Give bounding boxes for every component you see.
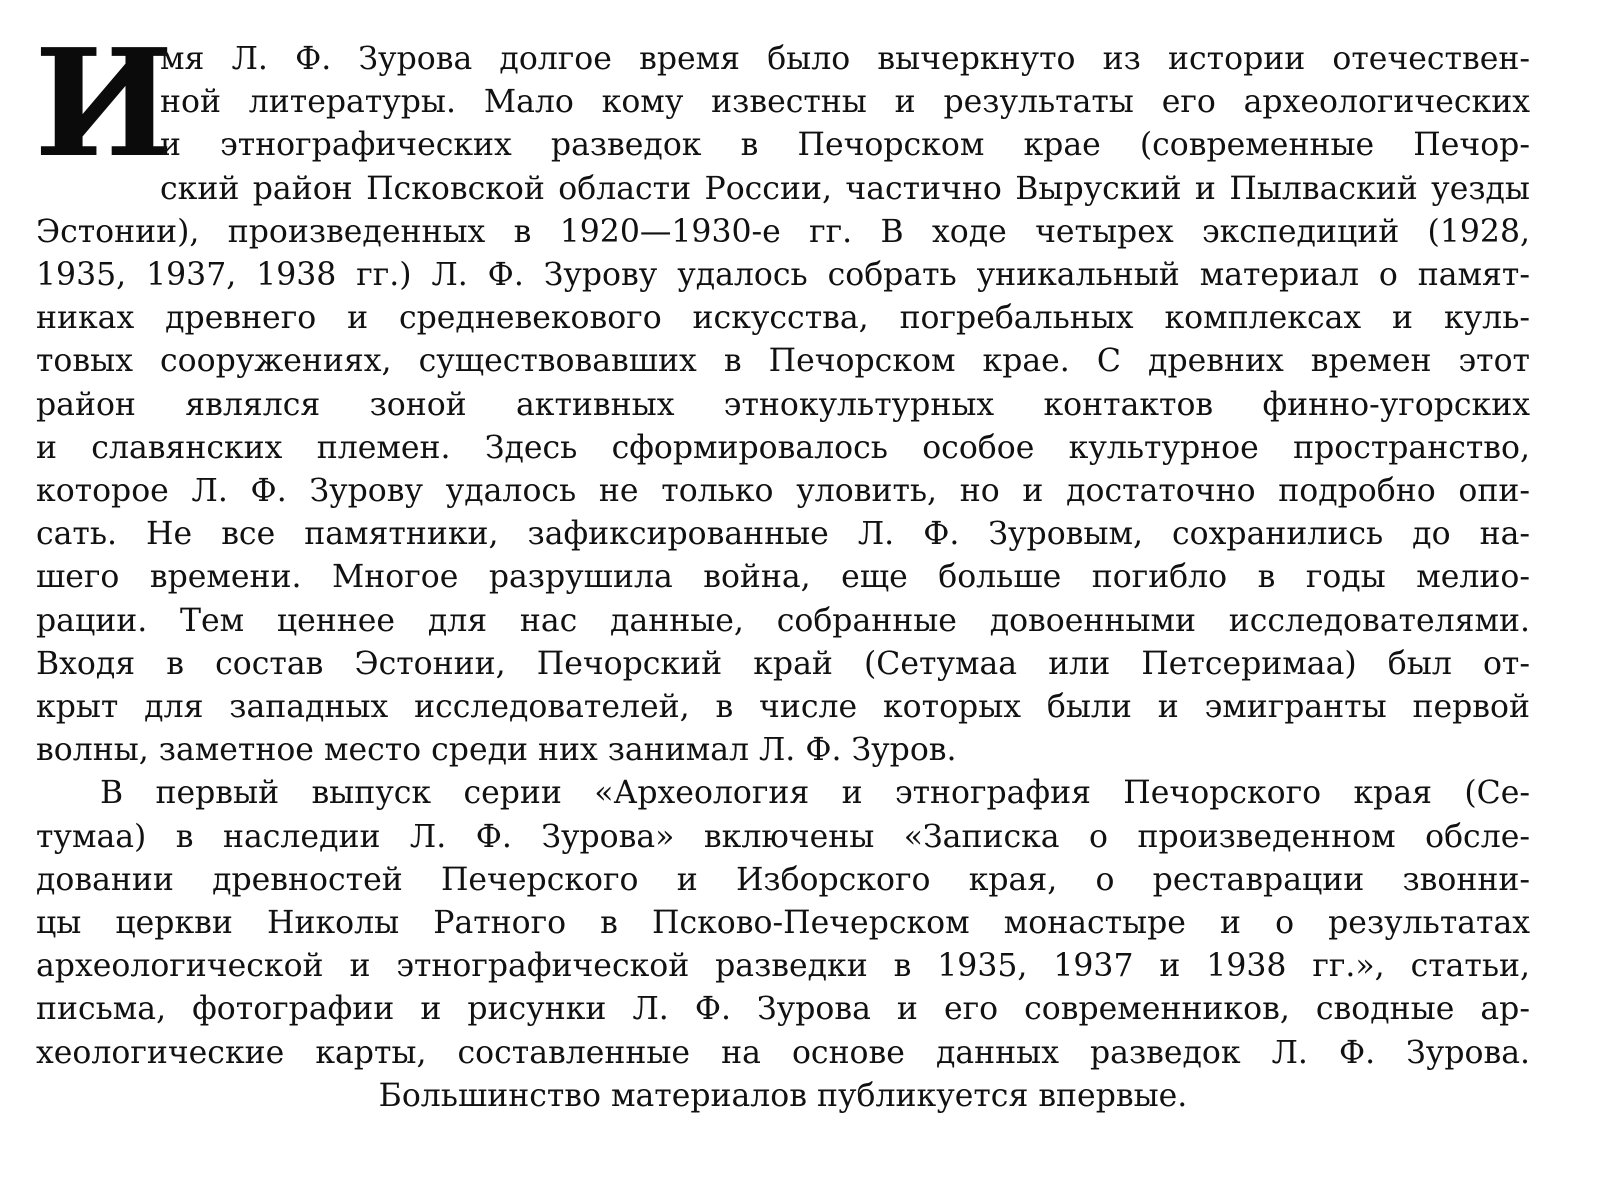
drop-cap-letter: И	[34, 16, 174, 190]
text-line: цы церкви Николы Ратного в Псково-Печерском монастыре и о результатах	[36, 905, 1530, 942]
text-line: Эстонии), произведенных в 1920—1930-е гг. В ходе четырех экспедиций (1928,	[36, 213, 1530, 250]
paragraph-1	[34, 16, 1530, 772]
text-line: археологической и этнографической разведки в 1935, 1937 и 1938 гг.», статьи,	[36, 948, 1530, 985]
text-line: тумаа) в наследии Л. Ф. Зурова» включены «Записка о произведенном обсле-	[36, 818, 1530, 855]
text-line: крыт для западных исследователей, в числе которых были и эмигранты первой	[36, 689, 1530, 726]
text-line: 1935, 1937, 1938 гг.) Л. Ф. Зурову удалось собрать уникальный материал о памят-	[36, 257, 1530, 294]
text-line: сать. Не все памятники, зафиксированные Л. Ф. Зуровым, сохранились до на-	[36, 516, 1530, 553]
document-page	[34, 16, 1530, 1118]
text-line: письма, фотографии и рисунки Л. Ф. Зурова и его современников, сводные ар-	[36, 991, 1530, 1028]
text-line: никах древнего и средневекового искусства, погребальных комплексах и куль-	[36, 300, 1530, 337]
text-line: ский район Псковской области России, частично Выруский и Пылваский уезды	[160, 170, 1530, 207]
text-line: товых сооружениях, существовавших в Печорском крае. С древних времен этот	[36, 343, 1530, 380]
text-line: хеологические карты, составленные на основе данных разведок Л. Ф. Зурова.	[36, 1034, 1530, 1071]
text-line: шего времени. Многое разрушила война, еще больше погибло в годы мелио-	[36, 559, 1530, 596]
text-line: Входя в состав Эстонии, Печорский край (Сетумаа или Петсеримаа) был от-	[36, 645, 1530, 682]
text-line: и славянских племен. Здесь сформировалось особое культурное пространство,	[36, 429, 1530, 466]
text-line: В первый выпуск серии «Археология и этнография Печорского края (Се-	[100, 775, 1530, 812]
text-line: мя Л. Ф. Зурова долгое время было вычеркнуто из истории отечествен-	[160, 41, 1530, 77]
text-line: волны, заметное место среди них занимал Л. Ф. Зуров.	[36, 732, 957, 769]
text-line: рации. Тем ценнее для нас данные, собранные довоенными исследователями.	[36, 602, 1530, 639]
text-line: которое Л. Ф. Зурову удалось не только уловить, но и достаточно подробно опи-	[36, 473, 1530, 510]
text-line: район являлся зоной активных этнокультурных контактов финно-угорских	[36, 386, 1530, 423]
text-line: довании древностей Печерского и Изборского края, о реставрации звонни-	[36, 861, 1530, 898]
text-line: ной литературы. Мало кому известны и результаты его археологических	[160, 84, 1530, 121]
text-line: Большинство материалов публикуется впервые.	[378, 1077, 1188, 1114]
paragraph-2	[36, 772, 1530, 1118]
text-line: и этнографических разведок в Печорском крае (современные Печор-	[160, 127, 1530, 164]
